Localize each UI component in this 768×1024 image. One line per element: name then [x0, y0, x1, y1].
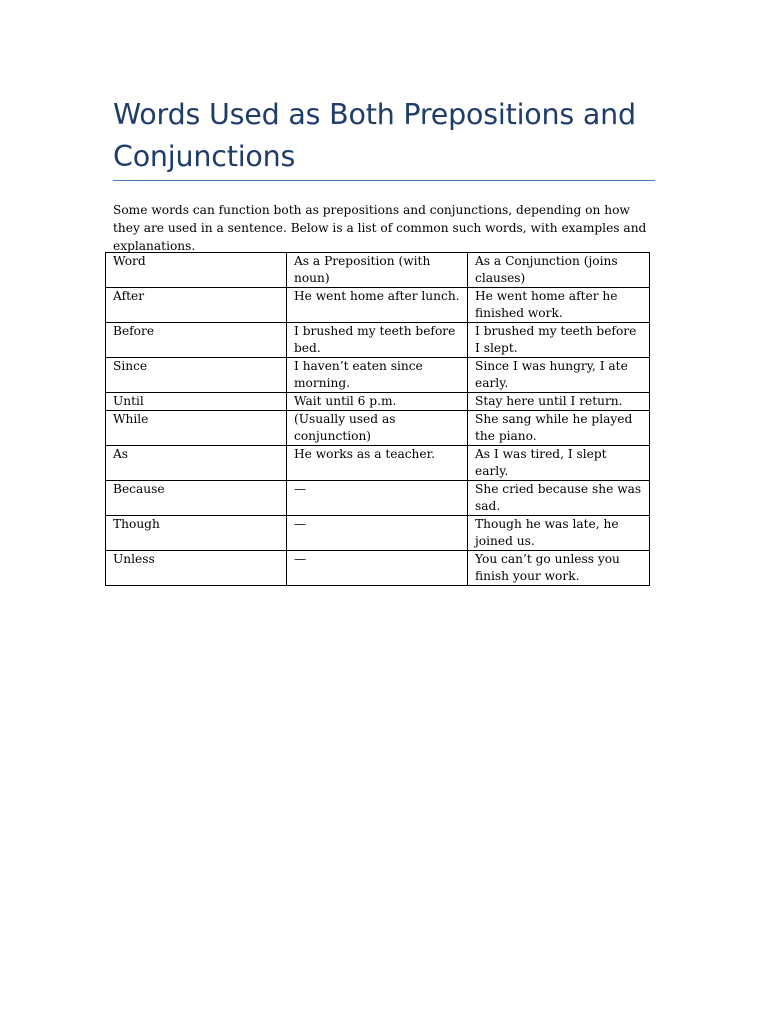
table-row — [106, 516, 650, 551]
table-row — [106, 323, 650, 358]
preposition-example-cell: — — [287, 551, 468, 586]
conjunction-example-cell: He went home after he finished work. — [468, 288, 650, 323]
conjunction-example-cell: Since I was hungry, I ate early. — [468, 358, 650, 393]
word-cell: Because — [106, 481, 287, 516]
conjunction-example-cell: As I was tired, I slept early. — [468, 446, 650, 481]
preposition-example-cell: He works as a teacher. — [287, 446, 468, 481]
table-row — [106, 551, 650, 586]
table-row — [106, 393, 650, 411]
preposition-example-cell: (Usually used as conjunction) — [287, 411, 468, 446]
page-title: Words Used as Both Prepositions and Conjunctions — [113, 98, 636, 173]
preposition-example-cell: Wait until 6 p.m. — [287, 393, 468, 411]
preposition-example-cell: — — [287, 516, 468, 551]
conjunction-example-cell: She sang while he played the piano. — [468, 411, 650, 446]
conjunction-example-cell: Stay here until I return. — [468, 393, 650, 411]
table-row — [106, 288, 650, 323]
table-row — [106, 481, 650, 516]
title-underline — [113, 180, 655, 181]
conjunction-example-cell: Though he was late, he joined us. — [468, 516, 650, 551]
word-table — [105, 252, 650, 586]
word-cell: After — [106, 288, 287, 323]
table-row — [106, 358, 650, 393]
word-cell: Unless — [106, 551, 287, 586]
header-cell-preposition: As a Preposition (with noun) — [287, 253, 468, 288]
table-header-row — [106, 253, 650, 288]
conjunction-example-cell: She cried because she was sad. — [468, 481, 650, 516]
conjunction-example-cell: You can’t go unless you finish your work. — [468, 551, 650, 586]
preposition-example-cell: He went home after lunch. — [287, 288, 468, 323]
table-row — [106, 446, 650, 481]
table-row — [106, 411, 650, 446]
word-cell: Since — [106, 358, 287, 393]
conjunction-example-cell: I brushed my teeth before I slept. — [468, 323, 650, 358]
word-cell: Though — [106, 516, 287, 551]
header-cell-word: Word — [106, 253, 287, 288]
word-cell: Until — [106, 393, 287, 411]
word-cell: As — [106, 446, 287, 481]
word-cell: Before — [106, 323, 287, 358]
preposition-example-cell: I haven’t eaten since morning. — [287, 358, 468, 393]
preposition-example-cell: I brushed my teeth before bed. — [287, 323, 468, 358]
header-cell-conjunction: As a Conjunction (joins clauses) — [468, 253, 650, 288]
preposition-example-cell: — — [287, 481, 468, 516]
intro-paragraph: Some words can function both as prepositions and conjunctions, depending on how they are used in a sentence. Below is a list of common such words, with examples and explanations. — [113, 203, 647, 253]
word-cell: While — [106, 411, 287, 446]
